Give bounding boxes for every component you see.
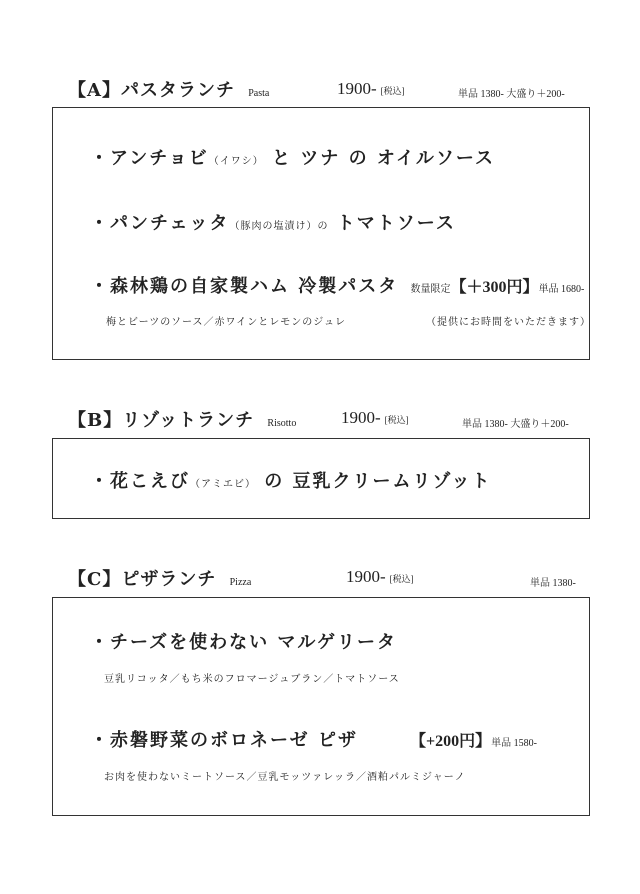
section-a-item-3 — [90, 272, 584, 298]
add-price: 【+200円】 — [410, 733, 492, 750]
section-a-item-2 — [90, 209, 456, 235]
item-name: ・赤磐野菜のボロネーゼ ピザ — [90, 730, 358, 751]
section-a-price-value: 1900- — [337, 79, 377, 98]
section-a-price — [337, 79, 405, 99]
add-price: 【＋300円】 — [450, 279, 539, 296]
section-a-title — [68, 76, 269, 102]
section-a-extra: 単品 1380- 大盛り＋200- — [458, 89, 565, 100]
single-price: 単品 1680- — [538, 284, 585, 295]
section-c-item-2 — [90, 726, 358, 752]
section-b-extra: 単品 1380- 大盛り＋200- — [462, 419, 569, 430]
section-c-item-2-price — [410, 728, 537, 751]
section-c-price — [346, 567, 414, 587]
section-b-price-value: 1900- — [341, 408, 381, 427]
section-a-title-text: 【A】パスタランチ — [68, 80, 235, 101]
limited-qty-label: 数量限定 — [410, 284, 451, 295]
section-b-item-1 — [90, 467, 491, 493]
section-c-item-2-desc: お肉を使わないミートソース／豆乳モッツァレッラ／酒粕パルミジャーノ — [104, 772, 466, 783]
section-b-tax: [税込] — [384, 415, 409, 425]
section-c-item-1-desc: 豆乳リコッタ／もち米のフロマージュブラン／トマトソース — [104, 674, 400, 685]
section-b-title — [68, 406, 296, 432]
item-name: ・パンチェッタ — [90, 213, 230, 234]
item-name: ・チーズを使わない マルゲリータ — [90, 632, 398, 653]
section-c-price-value: 1900- — [346, 567, 386, 586]
section-c-tax: [税込] — [389, 574, 414, 584]
section-a-tax: [税込] — [380, 86, 405, 96]
item-name: ・花こえび — [90, 471, 190, 492]
item-paren: （イワシ） — [208, 156, 264, 167]
section-c-item-1 — [90, 628, 397, 654]
item-paren: （アミエビ） — [190, 479, 256, 490]
item-name: ・森林鶏の自家製ハム 冷製パスタ — [90, 276, 399, 297]
section-c-extra: 単品 1380- — [530, 578, 576, 589]
section-b-title-text: 【B】リゾットランチ — [68, 410, 255, 431]
section-c-title — [68, 565, 251, 591]
section-a-item-1 — [90, 144, 495, 170]
item-paren: （豚肉の塩漬け）の — [229, 221, 329, 232]
item-rest: と ツナ の オイルソース — [272, 148, 496, 169]
section-a-item-3-desc: 梅とビーツのソース／赤ワインとレモンのジュレ — [106, 317, 346, 328]
section-a-item-3-note: （提供にお時間をいただきます） — [426, 317, 591, 328]
item-name: ・アンチョビ — [90, 148, 209, 169]
section-b-english: Risotto — [267, 418, 297, 429]
section-b-price — [341, 408, 409, 428]
single-price: 単品 1580- — [491, 738, 537, 749]
item-rest: トマトソース — [336, 213, 456, 234]
section-a-english: Pasta — [248, 88, 270, 99]
section-c-title-text: 【C】ピザランチ — [68, 569, 217, 590]
section-c-english: Pizza — [229, 577, 252, 588]
item-rest: の 豆乳クリームリゾット — [264, 471, 492, 492]
